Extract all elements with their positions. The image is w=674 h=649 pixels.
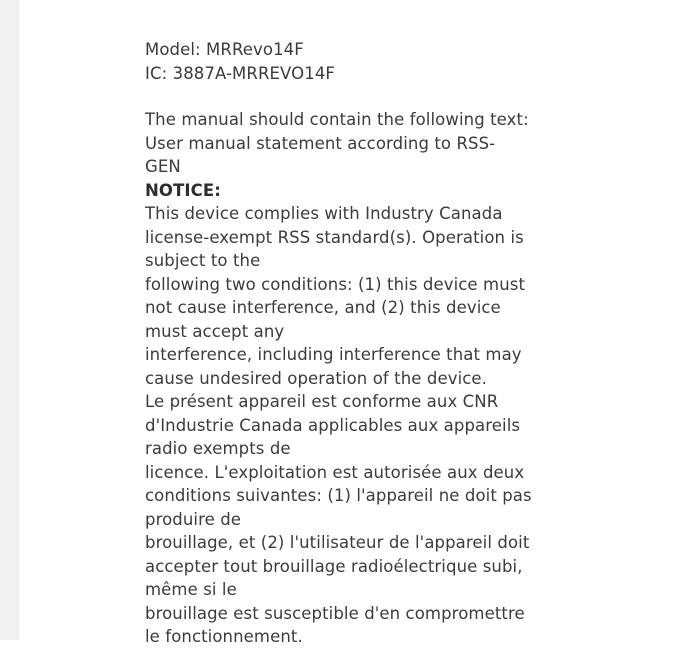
french-line-9: même si le	[145, 580, 237, 599]
notice-heading-block	[145, 179, 645, 203]
french-line-4: licence. L'exploitation est autorisée aux deux	[145, 462, 525, 482]
intro-line-1: The manual should contain the following text:	[145, 110, 529, 129]
english-compliance-paragraph	[145, 202, 645, 390]
french-line-7: brouillage, et (2) l'utilisateur de l'appareil doit	[145, 533, 530, 552]
document-body	[145, 38, 645, 649]
english-line-5: not cause interference, and (2) this device	[145, 298, 501, 317]
french-line-6: produire de	[145, 509, 242, 529]
french-line-1: Le présent appareil est conforme aux CNR	[145, 392, 499, 411]
english-line-2: license-exempt RSS standard(s). Operation is	[145, 227, 524, 247]
english-line-1: This device complies with Industry Canada	[145, 204, 503, 223]
french-compliance-paragraph	[145, 390, 645, 649]
model-line: Model: MRRevo14F	[145, 40, 304, 59]
french-line-3: radio exempts de	[145, 439, 291, 458]
spacer-after-header	[145, 85, 645, 108]
english-line-4: following two conditions: (1) this device must	[145, 274, 526, 294]
ic-number-line: IC: 3887A-MRREVO14F	[145, 63, 336, 83]
english-line-3: subject to the	[145, 251, 261, 270]
english-line-6: must accept any	[145, 321, 285, 341]
intro-line-3: GEN	[145, 157, 181, 176]
page-margin-band	[0, 0, 19, 640]
french-line-5: conditions suivantes: (1) l'appareil ne doit pas	[145, 486, 532, 505]
english-line-7: interference, including interference that may	[145, 345, 522, 364]
french-line-2: d'Industrie Canada applicables aux appareils	[145, 415, 521, 435]
device-identification-block	[145, 38, 645, 85]
notice-heading: NOTICE:	[145, 180, 221, 200]
intro-block	[145, 108, 645, 179]
french-line-10: brouillage est susceptible d'en compromettre	[145, 603, 525, 623]
english-line-8: cause undesired operation of the device.	[145, 368, 488, 388]
intro-line-2: User manual statement according to RSS-	[145, 133, 496, 153]
french-line-11: le fonctionnement.	[145, 627, 303, 646]
french-line-8: accepter tout brouillage radioélectrique subi,	[145, 556, 523, 576]
